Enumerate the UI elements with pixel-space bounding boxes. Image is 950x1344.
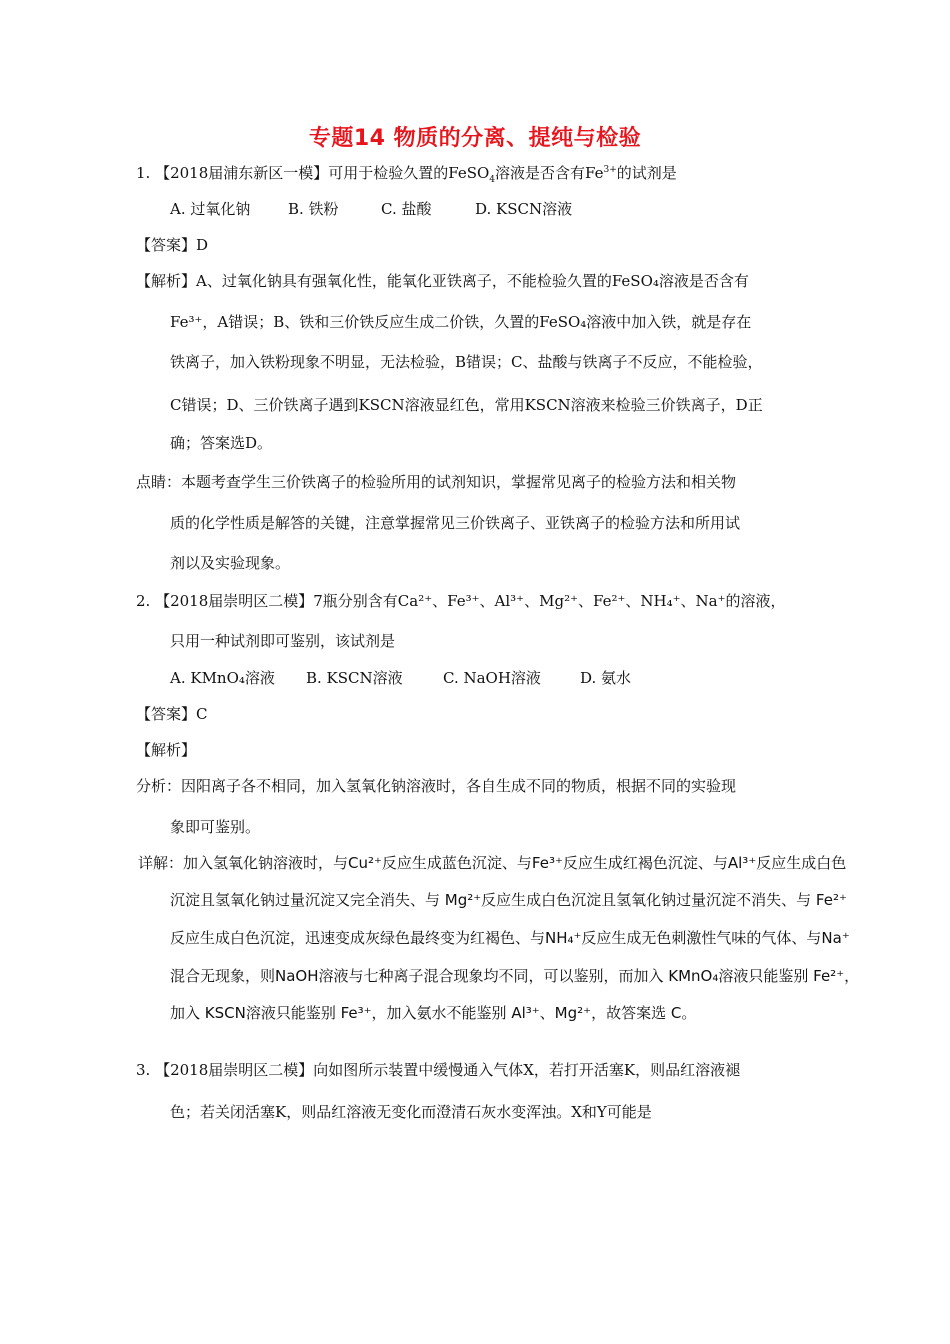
option-a: A. KMnO₄溶液 <box>170 669 275 687</box>
question-1-answer: 【答案】D <box>136 236 209 254</box>
option-a: A. 过氧化钠 <box>170 200 251 218</box>
question-1-options <box>170 199 572 219</box>
question-2-analysis-line: 分析：因阳离子各不相同，加入氢氧化钠溶液时，各自生成不同的物质，根据不同的实验现 <box>136 777 737 795</box>
question-2-stem-line: 2. 【2018届崇明区二模】7瓶分别含有Ca²⁺、Fe³⁺、Al³⁺、Mg²⁺、Fe²⁺、NH₄⁺、Na⁺的溶液， <box>136 592 786 610</box>
question-2-detail-line: 反应生成白色沉淀，迅速变成灰绿色最终变为红褐色、与NH₄⁺反应生成无色刺激性气味的气体、与Na⁺ <box>170 929 850 947</box>
question-2-analysis-line: 象即可鉴别。 <box>170 818 261 836</box>
option-b: B. KSCN溶液 <box>306 669 403 687</box>
option-c: C. NaOH溶液 <box>443 669 541 687</box>
page-title: 专题14 物质的分离、提纯与检验 <box>308 126 642 151</box>
option-d: D. 氨水 <box>580 669 632 687</box>
option-c: C. 盐酸 <box>381 200 432 218</box>
question-2-detail-line: 混合无现象，则NaOH溶液与七种离子混合现象均不同，可以鉴别，而加入 KMnO₄溶液只能鉴别 Fe²⁺， <box>170 967 860 985</box>
question-2-detail-line: 沉淀且氢氧化钠过量沉淀又完全消失、与 Mg²⁺反应生成白色沉淀且氢氧化钠过量沉淀不消失、与 Fe²⁺ <box>170 891 847 909</box>
question-1-analysis-line: 确；答案选D。 <box>170 434 273 452</box>
question-1-comment-line: 点睛：本题考查学生三价铁离子的检验所用的试剂知识，掌握常见离子的检验方法和相关物 <box>136 473 737 491</box>
question-1-analysis-line: 铁离子，加入铁粉现象不明显，无法检验，B错误；C、盐酸与铁离子不反应，不能检验， <box>170 353 763 371</box>
question-2-analysis-label: 【解析】 <box>136 741 197 759</box>
question-1-analysis-line: 【解析】A、过氧化钠具有强氧化性，能氧化亚铁离子，不能检验久置的FeSO₄溶液是否含有 <box>136 272 749 290</box>
question-1-comment-line: 剂以及实验现象。 <box>170 554 291 572</box>
question-2-answer: 【答案】C <box>136 705 208 723</box>
question-2-options <box>170 668 631 688</box>
question-3-stem-line: 3. 【2018届崇明区二模】向如图所示装置中缓慢通入气体X，若打开活塞K，则品红溶液褪 <box>136 1061 741 1079</box>
question-1-stem: 1. 【2018届浦东新区一模】可用于检验久置的FeSO$_4$溶液是否含有$Fe^{3+}$的试剂是 <box>136 164 677 185</box>
question-1-comment-line: 质的化学性质是解答的关键，注意掌握常见三价铁离子、亚铁离子的检验方法和所用试 <box>170 514 741 532</box>
option-d: D. KSCN溶液 <box>475 200 573 218</box>
question-3-stem-line: 色；若关闭活塞K，则品红溶液无变化而澄清石灰水变浑浊。X和Y可能是 <box>170 1103 652 1121</box>
question-1-analysis-line: C错误；D、三价铁离子遇到KSCN溶液显红色，常用KSCN溶液来检验三价铁离子，D正 <box>170 396 763 414</box>
option-b: B. 铁粉 <box>288 200 339 218</box>
question-2-stem-line: 只用一种试剂即可鉴别，该试剂是 <box>170 632 396 650</box>
question-2-detail-line: 加入 KSCN溶液只能鉴别 Fe³⁺，加入氨水不能鉴别 Al³⁺、Mg²⁺，故答案选 C。 <box>170 1004 697 1022</box>
question-2-detail-line: 详解：加入氢氧化钠溶液时，与Cu²⁺反应生成蓝色沉淀、与Fe³⁺反应生成红褐色沉淀、与Al³⁺反应生成白色 <box>138 854 847 872</box>
question-1-analysis-line: Fe³⁺，A错误；B、铁和三价铁反应生成二价铁，久置的FeSO₄溶液中加入铁，就是存在 <box>170 313 752 331</box>
